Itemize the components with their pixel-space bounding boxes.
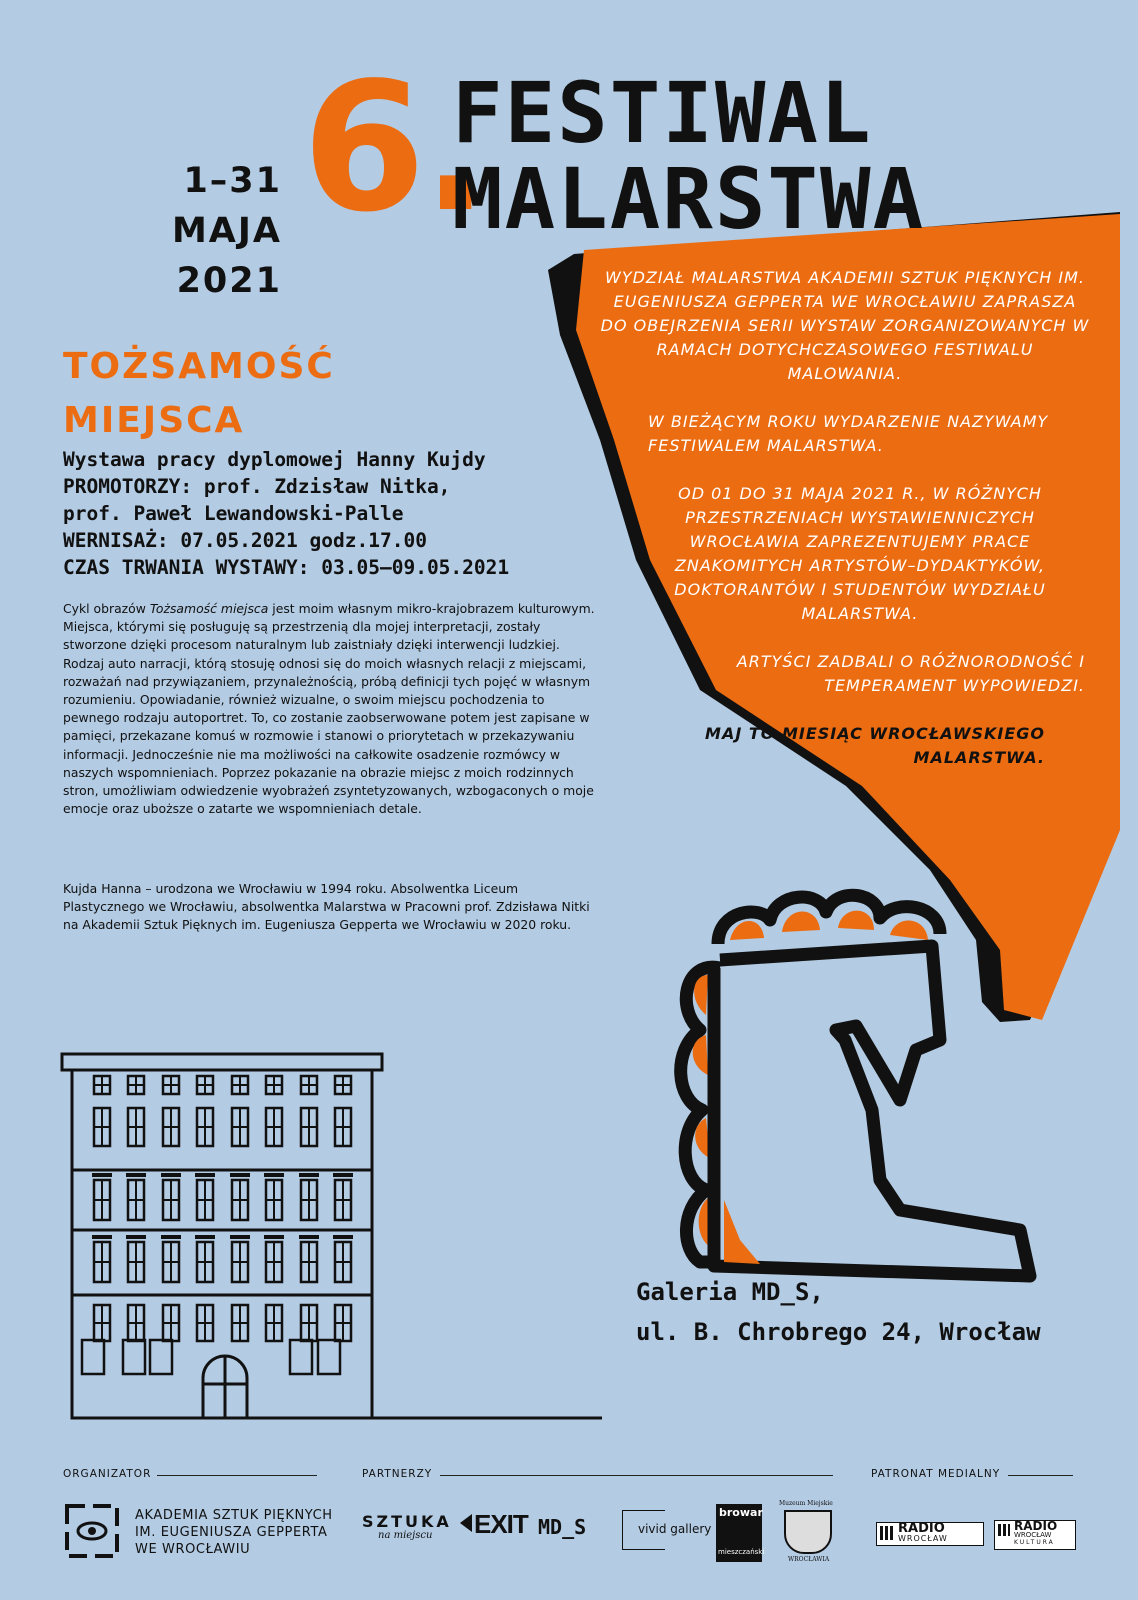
exhibition-title-line1: TOŻSAMOŚĆ (63, 346, 335, 387)
organizer-line2: IM. EUGENIUSZA GEPPERTA (135, 1525, 328, 1540)
promoters-line2: prof. Paweł Lewandowski-Palle (63, 502, 404, 525)
window-pediment (299, 1173, 319, 1177)
window-pediment (126, 1235, 146, 1239)
organizer-name (135, 1507, 333, 1558)
muzeum-crest-icon (784, 1510, 832, 1554)
vernissage: WERNISAŻ: 07.05.2021 godz.17.00 (63, 529, 427, 552)
exhibition-duration: CZAS TRWANIA WYSTAWY: 03.05–09.05.2021 (63, 556, 510, 579)
browar-logo: browar (719, 1506, 763, 1519)
exit-logo: EXIT (474, 1509, 528, 1539)
window-pediment (230, 1235, 250, 1239)
muzeum-logo: Muzeum Miejskie (779, 1500, 833, 1507)
organizer-divider (157, 1475, 317, 1476)
media-label: PATRONAT MEDIALNY (871, 1468, 1001, 1480)
muzeum-logo-sub: WROCŁAWIA (788, 1556, 830, 1563)
promoters-line1: PROMOTORZY: prof. Zdzisław Nitka, (63, 475, 451, 498)
window-pediment (264, 1173, 284, 1177)
venue-name: Galeria MD_S, (636, 1278, 824, 1306)
media-divider (1008, 1475, 1073, 1476)
festival-title-line1: FESTIWAL (452, 64, 873, 162)
asp-logo-icon (63, 1502, 121, 1560)
venue (636, 1272, 1041, 1352)
window-pediment (92, 1235, 112, 1239)
partners-label: PARTNERZY (362, 1468, 433, 1480)
dates-line1: 1–31 MAJA (171, 161, 282, 251)
venue-address: ul. B. Chrobrego 24, Wrocław (636, 1318, 1041, 1346)
building-body (72, 1070, 372, 1418)
window-pediment (92, 1173, 112, 1177)
radio-wroclaw-sub: WROCŁAW (898, 1534, 948, 1543)
intro-paragraph-2: W BIEŻĄCYM ROKU WYDARZENIE NAZYWAMY FESTIWALEM MALARSTWA. (648, 412, 1049, 455)
shop-window (123, 1340, 145, 1374)
radio-kultura-city: WROCŁAW (1014, 1531, 1052, 1539)
radio-kultura-sub: KULTURA (1014, 1539, 1055, 1546)
building-cornice (62, 1054, 382, 1070)
shop-window (150, 1340, 172, 1374)
window-pediment (126, 1173, 146, 1177)
radio-wroclaw-name: RADIO (898, 1521, 945, 1536)
sztuka-logo: SZTUKA (362, 1512, 452, 1531)
vivid-logo: vivid gallery (638, 1522, 712, 1536)
description-rest: jest moim własnym mikro-krajobrazem kulturowym. Miejsca, którymi się posługuję są przestrzenią dla mojej interpretacji, zostały stworzone dzięki procesom naturalnym lub zaistniały dzięki interwencji ludzkiej. Rodzaj auto narracji, którą stosuję odnosi się do moich własnych relacji z miejscami, rozważań nad przywiązaniem, przynależnością, próbą definicji tych pojęć w własnym rozumieniu. Opowiadanie, również wizualne, o swoim miejscu pochodzenia to pewnego rodzaju autoportret. To, co zostanie zaobserwowane potem jest zapisane w pamięci, przekazane komuś w rozmowie i stanowi o priorytetach w przekazywaniu informacji. Jednocześnie nie ma możliwości na całkowite osadzenie rozmówcy w naszych wspomnieniach. Poprzez pokazanie na obrazie miejsc z moich rodzinnych stron, umożliwiam odwiedzenie wyobrażeń zsyntetyzowanych, wzbogaconych o moje emocje oraz uboższe o zatarte we wspomnieniach detale. (63, 601, 595, 817)
edition-number: 6. (302, 44, 486, 251)
radio-kultura-name: RADIO (1014, 1519, 1058, 1533)
radio-wroclaw-icon (880, 1526, 894, 1540)
window-pediment (264, 1235, 284, 1239)
window-pediment (333, 1173, 353, 1177)
intro-paragraph-4: ARTYŚCI ZADBALI O RÓŻNORODNOŚĆ I TEMPERAMENT WYPOWIEDZI. (736, 652, 1085, 695)
window-pediment (195, 1173, 215, 1177)
dates-line2: 2021 (176, 261, 282, 301)
intro-paragraph-5: MAJ TO MIESIĄC WROCŁAWSKIEGO MALARSTWA. (705, 724, 1045, 767)
intro-paragraph-3: OD 01 DO 31 MAJA 2021 R., W RÓŻNYCH PRZESTRZENIACH WYSTAWIENNICZYCH WROCŁAWIA ZAPREZENTUJEMY PRACE ZNAKOMITYCH ARTYSTÓW–DYDAKTYKÓW, DOKTORANTÓW I STUDENTÓW WYDZIAŁU MALARSTWA. (674, 484, 1046, 623)
artist-bio: Kujda Hanna – urodzona we Wrocławiu w 1994 roku. Absolwentka Liceum Plastycznego we Wrocławiu, absolwentka Malarstwa w Pracowni prof. Zdzisława Nitki na Akademii Sztuk Pięknych im. Eugeniusza Gepperta we Wrocławiu w 2020 roku. (63, 881, 590, 933)
exhibition-title-line2: MIEJSCA (63, 400, 245, 441)
festival-title-line2: MALARSTWA (452, 150, 926, 248)
shop-window (82, 1340, 104, 1374)
window-pediment (161, 1235, 181, 1239)
window-pediment (333, 1235, 353, 1239)
shop-window (290, 1340, 312, 1374)
radio-kultura-icon (998, 1524, 1010, 1536)
mds-logo: MD_S (538, 1515, 587, 1539)
shop-window (318, 1340, 340, 1374)
description-start: Cykl obrazów (63, 601, 150, 616)
browar-logo-sub: mieszczański (718, 1548, 765, 1556)
window-pediment (299, 1235, 319, 1239)
window-pediment (195, 1235, 215, 1239)
intro-paragraph-1: WYDZIAŁ MALARSTWA AKADEMII SZTUK PIĘKNYCH IM. EUGENIUSZA GEPPERTA WE WROCŁAWIU ZAPRASZA DO OBEJRZENIA SERII WYSTAW ZORGANIZOWANYCH W RAMACH DOTYCHCZASOWEGO FESTIWALU MALOWANIA. (600, 268, 1090, 383)
partners-divider (440, 1475, 833, 1476)
organizer-line1: AKADEMIA SZTUK PIĘKNYCH (135, 1508, 333, 1523)
description-title: Tożsamość miejsca (149, 601, 269, 616)
organizer-line3: WE WROCŁAWIU (135, 1542, 251, 1557)
sztuka-logo-sub: na miejscu (378, 1530, 433, 1541)
window-pediment (230, 1173, 250, 1177)
exhibition-subtitle: Wystawa pracy dyplomowej Hanny Kujdy (63, 448, 486, 471)
exit-arrow-icon (460, 1514, 472, 1532)
window-pediment (161, 1173, 181, 1177)
organizer-label: ORGANIZATOR (63, 1468, 152, 1480)
